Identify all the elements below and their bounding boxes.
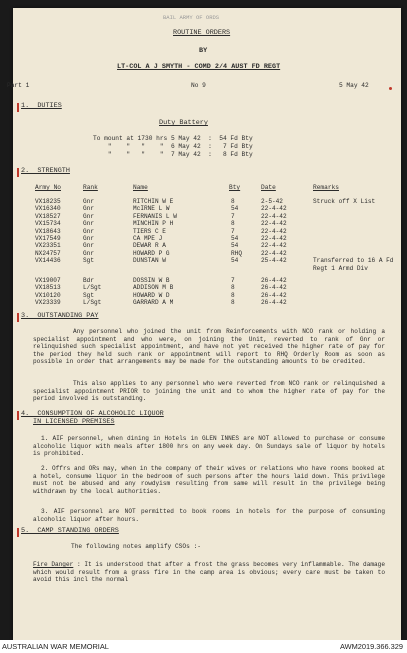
column-header-bty: Bty <box>229 184 241 191</box>
rank-cell: Sgt <box>83 257 94 265</box>
liquor-subheading: IN LICENSED PREMISES <box>33 418 115 426</box>
bty-cell: 54 <box>231 257 239 265</box>
liquor-item: 1. AIF personnel, when dining in Hotels in GLEN INNES are NOT allowed to purchase or consume alcoholic liquor with meals after 1800 hrs on any week day. On Sundays sale of liquor by hotels is prohibited. <box>33 435 385 458</box>
army-no-cell: VX19007 <box>35 277 61 284</box>
margin-mark <box>17 168 19 177</box>
date-cell: 22-4-42 <box>261 212 287 220</box>
archive-footer <box>0 640 407 653</box>
name-cell: DEWAR R A <box>133 242 166 250</box>
name-cell: DOSSIN W B <box>133 277 170 284</box>
header-stamp: BAIL ARMY OF ORDS <box>163 14 220 21</box>
camp-orders-heading: 5. CAMP STANDING ORDERS <box>21 527 119 535</box>
column-header-army-no: Army No <box>35 184 61 191</box>
name-cell: CA MPE J <box>133 235 163 242</box>
rank-cell: L/Sgt <box>83 284 102 292</box>
column-header-name: Name <box>133 184 148 191</box>
date-cell: 26-4-42 <box>261 284 287 292</box>
duties-heading: 1. DUTIES <box>21 102 62 110</box>
margin-dot <box>389 87 392 90</box>
bty-cell: 8 <box>231 284 235 292</box>
outstanding-pay-heading: 3. OUTSTANDING PAY <box>21 312 99 320</box>
name-cell: McIRNE L W <box>133 205 170 213</box>
duty-battery-heading: Duty Battery <box>159 119 208 127</box>
archive-name: AUSTRALIAN WAR MEMORIAL <box>2 642 109 651</box>
rank-cell: Gnr <box>83 220 94 228</box>
date-cell: 26-4-42 <box>261 291 287 299</box>
document-page <box>7 8 401 640</box>
date-cell: 22-4-42 <box>261 205 287 213</box>
bty-cell: 54 <box>231 235 239 242</box>
rank-cell: Bdr <box>83 277 94 284</box>
order-number: No 9 <box>191 82 206 89</box>
name-cell: HOWARD P G <box>133 249 170 257</box>
camp-orders-intro: The following notes amplify CSOs :- <box>71 543 201 550</box>
margin-mark <box>17 313 19 322</box>
name-cell: MINCHIN P H <box>133 220 174 228</box>
document-by: BY <box>199 47 208 55</box>
rank-cell: L/Sgt <box>83 299 102 307</box>
liquor-item: 2. Offrs and ORs may, when in the company of their wives or relations who have rooms booked at a hotel, consume liquor in the bedroom of such persons after the hours laid down. This privilege must not be abused and any rowdyism resulting from same will result in the privilege being withdrawn by the local authorities. <box>33 465 385 495</box>
fire-danger-paragraph <box>33 561 385 584</box>
rank-cell: Gnr <box>83 212 94 220</box>
army-no-cell: VX18513 <box>35 284 61 292</box>
column-header-remarks: Remarks <box>313 184 339 191</box>
outstanding-pay-paragraph: This also applies to any personnel who were reverted from NCO rank or relinquished a specialist appointment PRIOR to joining the unit and to whom the higher rate of pay for the period involved is outstanding. <box>33 380 385 403</box>
name-cell: GARRARD A M <box>133 299 174 307</box>
rank-cell: Gnr <box>83 205 94 213</box>
margin-mark <box>17 411 19 420</box>
name-cell: DUNSTAN W <box>133 257 166 265</box>
army-no-cell: VX16340 <box>35 205 61 213</box>
bty-cell: 8 <box>231 291 235 299</box>
date-cell: 22-4-42 <box>261 227 287 235</box>
rank-cell: Gnr <box>83 198 94 205</box>
date-cell: 22-4-42 <box>261 242 287 250</box>
name-cell: HOWARD W D <box>133 291 170 299</box>
margin-mark <box>17 528 19 537</box>
army-no-cell: VX23351 <box>35 242 61 250</box>
column-header-rank: Rank <box>83 184 98 191</box>
army-no-cell: VX14436 <box>35 257 61 265</box>
issuing-officer: LT-COL A J SMYTH - COMD 2/4 AUST FD REGT <box>117 63 281 71</box>
army-no-cell: VX18643 <box>35 227 61 235</box>
bty-cell: 54 <box>231 205 239 213</box>
date-cell: 26-4-42 <box>261 277 287 284</box>
bty-cell: 8 <box>231 299 235 307</box>
bty-cell: 7 <box>231 227 235 235</box>
remarks-cell: Transferred to 16 A Fd <box>313 257 394 265</box>
rank-cell: Gnr <box>83 227 94 235</box>
bty-cell: 8 <box>231 198 235 205</box>
bty-cell: 7 <box>231 277 235 284</box>
outstanding-pay-paragraph: Any personnel who joined the unit from Reinforcements with NCO rank or holding a specialist appointment and who were, on joining the Unit, reverted to rank of Gnr or relinquished such specialist appointment, and have not yet received the higher rate of pay for the period they held such rank or appointment will report to RHQ Orderly Room as soon as possible in order that arrangements may be made for the outstanding amounts to be credited. <box>33 328 385 366</box>
archive-accession: AWM2019.366.329 <box>340 642 403 651</box>
duty-row: To mount at 1730 hrs 5 May 42 : 54 Fd Bty <box>93 135 253 142</box>
name-cell: TIERS C E <box>133 227 166 235</box>
army-no-cell: VX23339 <box>35 299 61 307</box>
army-no-cell: VX15734 <box>35 220 61 228</box>
margin-mark <box>17 103 19 112</box>
document-title: ROUTINE ORDERS <box>173 29 231 37</box>
fire-danger-text: : It is understood that after a frost the grass becomes very inflammable. The damage which would result from a grass fire in the camp area is obvious; every care must be taken to avoid this incl the normal <box>33 561 385 584</box>
duty-row: " " " " 6 May 42 : 7 Fd Bty <box>93 143 253 150</box>
rank-cell: Gnr <box>83 242 94 250</box>
remarks-cell: Struck off X List <box>313 198 376 205</box>
date-cell: 2-5-42 <box>261 198 283 205</box>
column-header-date: Date <box>261 184 276 191</box>
date-cell: 22-4-42 <box>261 249 287 257</box>
rank-cell: Gnr <box>83 249 94 257</box>
name-cell: FERNANIS L W <box>133 212 177 220</box>
bty-cell: RHQ <box>231 249 242 257</box>
rank-cell: Sgt <box>83 291 94 299</box>
order-date: 5 May 42 <box>339 82 369 89</box>
date-cell: 22-4-42 <box>261 220 287 228</box>
bty-cell: 8 <box>231 220 235 228</box>
strength-heading: 2. STRENGTH <box>21 167 70 175</box>
part-label: Part 1 <box>7 82 30 89</box>
name-cell: ADDISON M B <box>133 284 174 292</box>
date-cell: 25-4-42 <box>261 257 287 265</box>
army-no-cell: VX18527 <box>35 212 61 220</box>
army-no-cell: VX10120 <box>35 291 61 299</box>
liquor-item: 3. AIF personnel are NOT permitted to book rooms in hotels for the purpose of consuming alcoholic liquor after hours. <box>33 508 385 523</box>
bty-cell: 54 <box>231 242 239 250</box>
army-no-cell: VX18235 <box>35 198 61 205</box>
remarks-cell: Regt 1 Armd Div <box>313 264 368 272</box>
rank-cell: Gnr <box>83 235 94 242</box>
date-cell: 22-4-42 <box>261 235 287 242</box>
liquor-heading: 4. CONSUMPTION OF ALCOHOLIC LIQUOR <box>21 410 164 418</box>
bty-cell: 7 <box>231 212 235 220</box>
name-cell: RITCHIN W E <box>133 198 174 205</box>
army-no-cell: NX24757 <box>35 249 61 257</box>
fire-danger-label: Fire Danger <box>33 561 74 568</box>
army-no-cell: VX17549 <box>35 235 61 242</box>
date-cell: 26-4-42 <box>261 299 287 307</box>
duty-row: " " " " 7 May 42 : 8 Fd Bty <box>93 151 253 158</box>
